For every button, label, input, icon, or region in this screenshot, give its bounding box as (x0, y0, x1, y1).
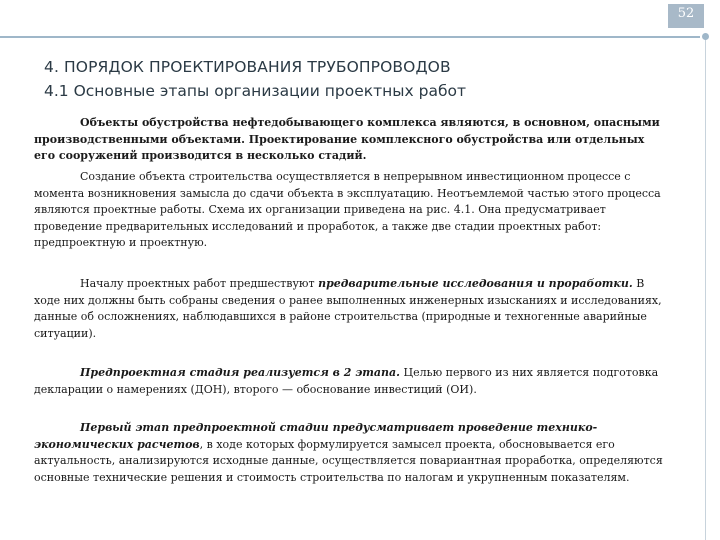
paragraph-preliminary-lead: Началу проектных работ предшествуют (80, 277, 319, 290)
paragraph-preliminary (34, 276, 666, 342)
paragraph-first-stage-emphasis: Первый этап предпроектной стадии предусматривает проведение технико-экономических расчетов (34, 421, 598, 451)
divider-dot (702, 33, 709, 40)
paragraph-process (34, 169, 666, 252)
paragraph-preproject-stage (34, 365, 666, 398)
header-band (0, 0, 720, 36)
paragraph-preliminary-emphasis: предварительные исследования и проработки. (318, 277, 633, 290)
paragraph-process-text: Создание объекта строительства осуществляется в непрерывном инвестиционном процессе с момента возникновения замысла до сдачи объекта в эксплуатацию. Неотъемлемой частью этого процесса являются проектные работы. Схема их организации приведена на рис. 4.1. Она предусматривает проведение предварительных исследований и проработок, а также две стадии проектных работ: предпроектную и проектную. (34, 170, 661, 249)
paragraph-intro-text: Объекты обустройства нефтедобывающего комплекса являются, в основном, опасными производственными объектами. Проектирование комплексного обустройства или отдельных его сооружений производится в несколько стадий. (34, 116, 660, 162)
paragraph-first-stage (34, 420, 666, 486)
paragraph-preproject-rest: Целью первого из них является подготовка декларации о намерениях (ДОН), второго — обоснование инвестиций (ОИ). (34, 366, 659, 396)
page-number: 52 (677, 6, 695, 21)
side-divider (705, 36, 706, 540)
paragraph-first-stage-rest: , в ходе которых формулируется замысел проекта, обосновывается его актуальность, анализируются исходные данные, осуществляется повариантная проработка, определяются основные технические решения и стоимость строительства по налогам и укрупненным показателям. (34, 437, 663, 484)
subsection-title: 4.1 Основные этапы организации проектных работ (44, 82, 467, 100)
paragraph-preproject-emphasis: Предпроектная стадия реализуется в 2 этапа. (80, 366, 401, 379)
paragraph-intro (34, 115, 666, 165)
section-title: 4. ПОРЯДОК ПРОЕКТИРОВАНИЯ ТРУБОПРОВОДОВ (44, 58, 451, 76)
paragraph-preliminary-rest: В ходе них должны быть собраны сведения о ранее выполненных инженерных изысканиях и исследованиях, данные об осложнениях, наблюдавшихся в районе строительства (природные и техногенные аварийные ситуации). (34, 277, 662, 340)
header-divider (0, 36, 700, 38)
